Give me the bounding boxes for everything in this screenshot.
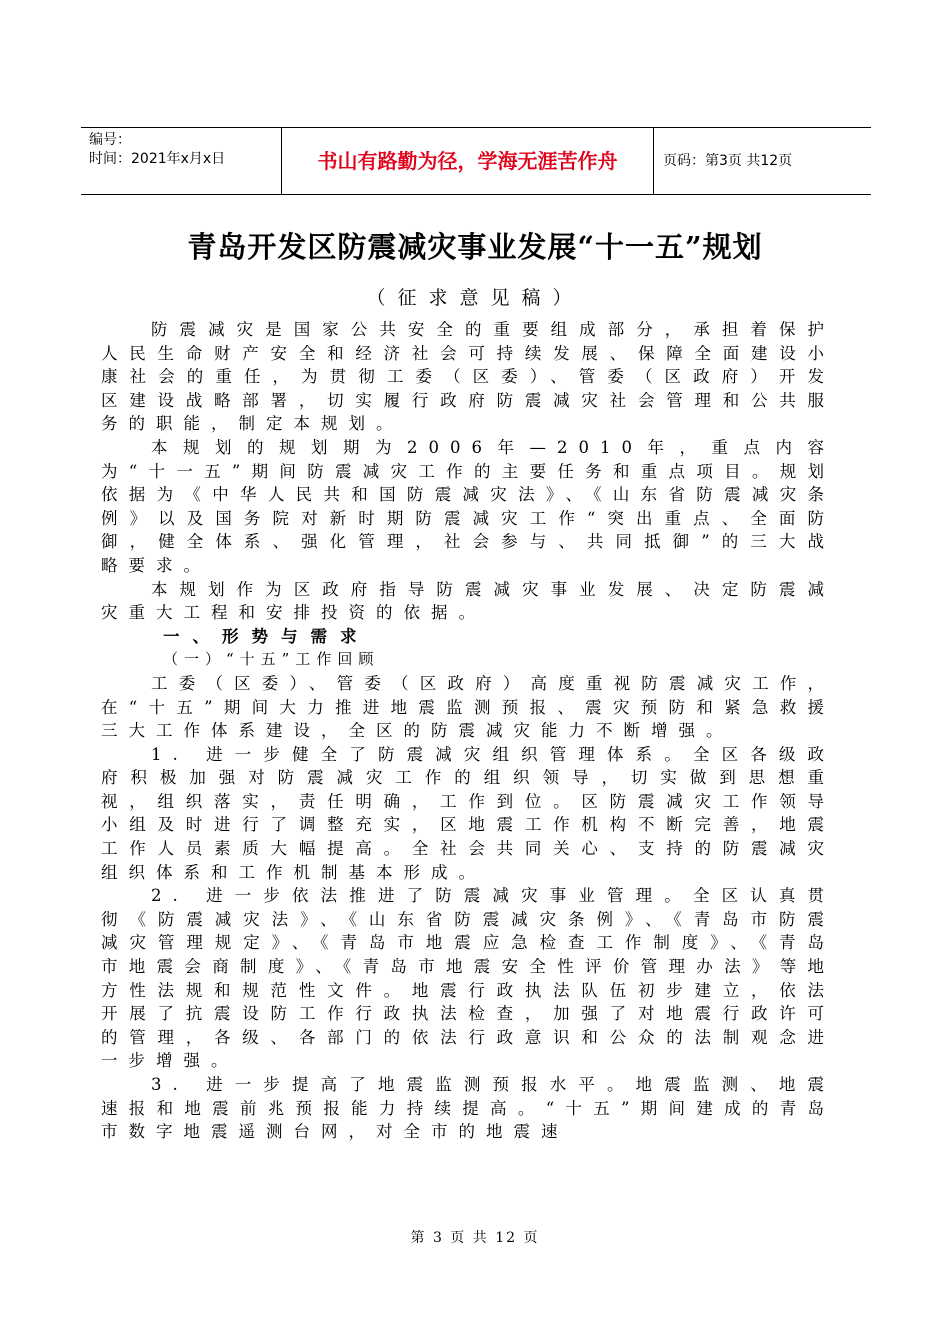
document-header-table: [81, 127, 871, 195]
document-subtitle: （征求意见稿）: [366, 287, 584, 309]
paragraph: 工委（区委）、管委（区政府）高度重视防震减灾工作，在“十五”期间大力推进地震监测预报、震灾预防和紧急救援三大工作体系建设，全区的防震减灾能力不断增强。: [101, 673, 835, 741]
document-body: [101, 318, 835, 1144]
paragraph: 2. 进一步依法推进了防震减灾事业管理。全区认真贯彻《防震减灾法》、《山东省防震减灾条例》、《青岛市防震减灾管理规定》、《青岛市地震应急检查工作制度》、《青岛市地震会商制度》、《青岛市地震安全性评价管理办法》等地方性法规和规范性文件。地震行政执法队伍初步建立，依法开展了抗震设防工作行政执法检查，加强了对地震行政许可的管理，各级、各部门的依法行政意识和公众的法制观念进一步增强。: [101, 886, 835, 1071]
paragraph: 本规划的规划期为2006年—2010年，重点内容为“十一五”期间防震减灾工作的主要任务和重点项目。规划依据为《中华人民共和国防震减灾法》、《山东省防震减灾条例》以及国务院对新时期防震减灾工作“突出重点、全面防御，健全体系、强化管理，社会参与、共同抵御”的三大战略要求。: [101, 437, 835, 575]
paragraph: 1. 进一步健全了防震减灾组织管理体系。全区各级政府积极加强对防震减灾工作的组织领导，切实做到思想重视，组织落实，责任明确，工作到位。区防震减灾工作领导小组及时进行了调整充实，区地震工作机构不断完善，地震工作人员素质大幅提高。全社会共同关心、支持的防震减灾组织体系和工作机制基本形成。: [101, 744, 835, 882]
paragraph: 3. 进一步提高了地震监测预报水平。地震监测、地震速报和地震前兆预报能力持续提高。“十五”期间建成的青岛市数字地震遥测台网，对全市的地震速: [101, 1075, 835, 1142]
section-heading: 一、形势与需求: [163, 626, 370, 646]
page-footer: 第 3 页 共 12 页: [410, 1230, 540, 1246]
header-meta-cell: [81, 128, 280, 194]
paragraph: 本规划作为区政府指导防震减灾事业发展、决定防震减灾重大工程和安排投资的依据。: [101, 579, 835, 623]
number-label: 编号：: [89, 132, 131, 148]
subsection-heading: （一）“十五”工作回顾: [163, 650, 380, 669]
document-title: 青岛开发区防震减灾事业发展“十一五”规划: [187, 230, 763, 264]
paragraph: 防震减灾是国家公共安全的重要组成部分，承担着保护人民生命财产安全和经济社会可持续发展、保障全面建设小康社会的重任，为贯彻工委（区委）、管委（区政府）开发区建设战略部署，切实履行政府防震减灾社会管理和公共服务的职能，制定本规划。: [101, 320, 835, 434]
header-page-info: 页码：第3页 共12页: [663, 153, 793, 169]
time-label: 时间：2021年x月x日: [89, 151, 226, 167]
header-motto: 书山有路勤为径，学海无涯苦作舟: [281, 128, 654, 194]
